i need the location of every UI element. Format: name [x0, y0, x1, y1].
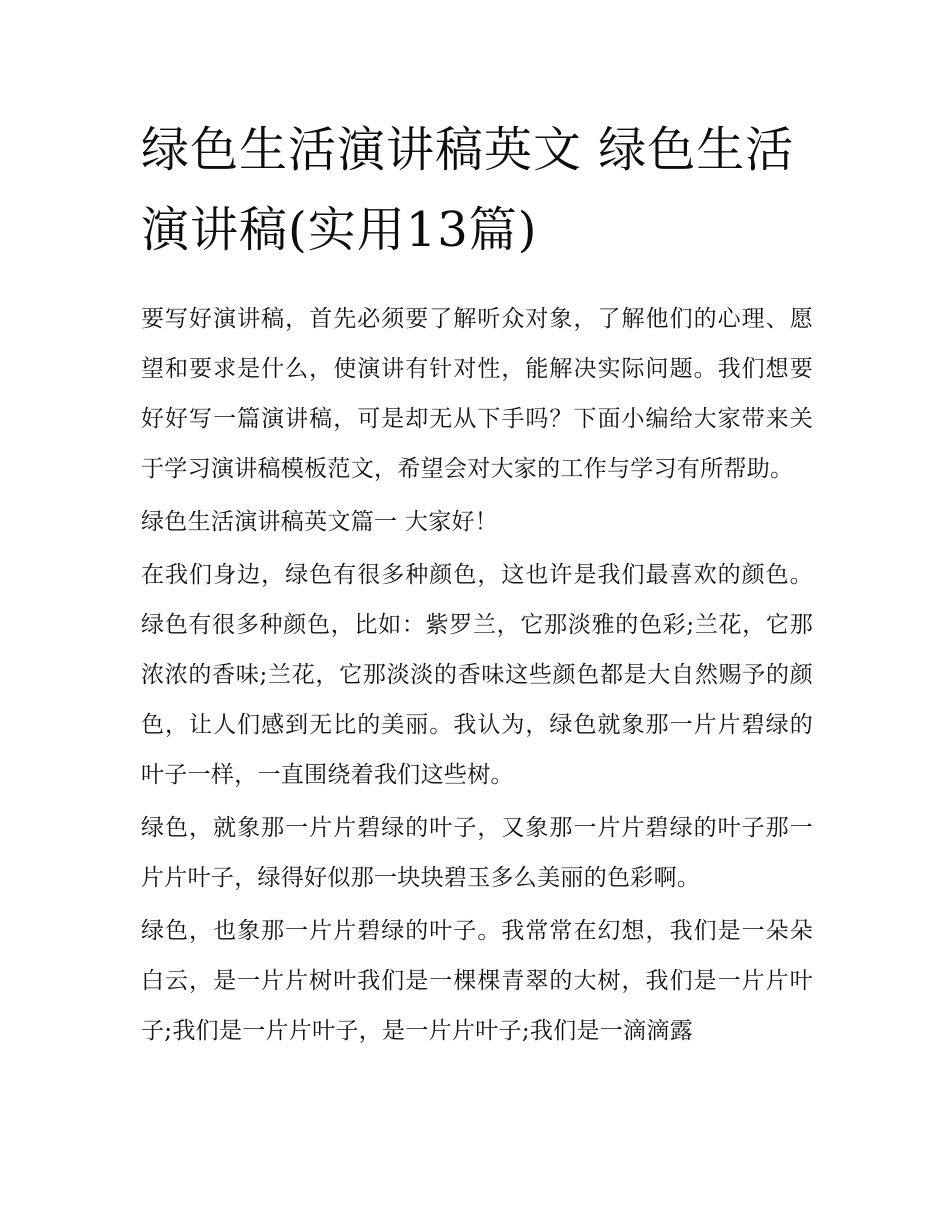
document-body — [141, 110, 813, 1059]
body-paragraph: 绿色，就象那一片片碧绿的叶子，又象那一片片碧绿的叶子那一片片叶子，绿得好似那一块块碧玉多么美丽的色彩啊。 — [141, 815, 813, 891]
section-heading-paragraph: 绿色生活演讲稿英文篇一 大家好！ — [141, 509, 499, 535]
intro-paragraph: 要写好演讲稿，首先必须要了解听众对象，了解他们的心理、愿望和要求是什么，使演讲有针对性，能解决实际问题。我们想要好好写一篇演讲稿，可是却无从下手吗？下面小编给大家带来关于学习演讲稿模板范文，希望会对大家的工作与学习有所帮助。 — [141, 306, 813, 482]
body-paragraph: 在我们身边，绿色有很多种颜色，这也许是我们最喜欢的颜色。绿色有很多种颜色，比如：紫罗兰，它那淡雅的色彩;兰花，它那浓浓的香味;兰花，它那淡淡的香味这些颜色都是大自然赐予的颜色，让人们感到无比的美丽。我认为，绿色就象那一片片碧绿的叶子一样，一直围绕着我们这些树。 — [141, 562, 813, 788]
document-title: 绿色生活演讲稿英文 绿色生活演讲稿(实用13篇) — [141, 122, 795, 258]
body-paragraph: 绿色，也象那一片片碧绿的叶子。我常常在幻想，我们是一朵朵白云，是一片片树叶我们是一棵棵青翠的大树，我们是一片片叶子;我们是一片片叶子，是一片片叶子;我们是一滴滴露 — [141, 918, 813, 1044]
